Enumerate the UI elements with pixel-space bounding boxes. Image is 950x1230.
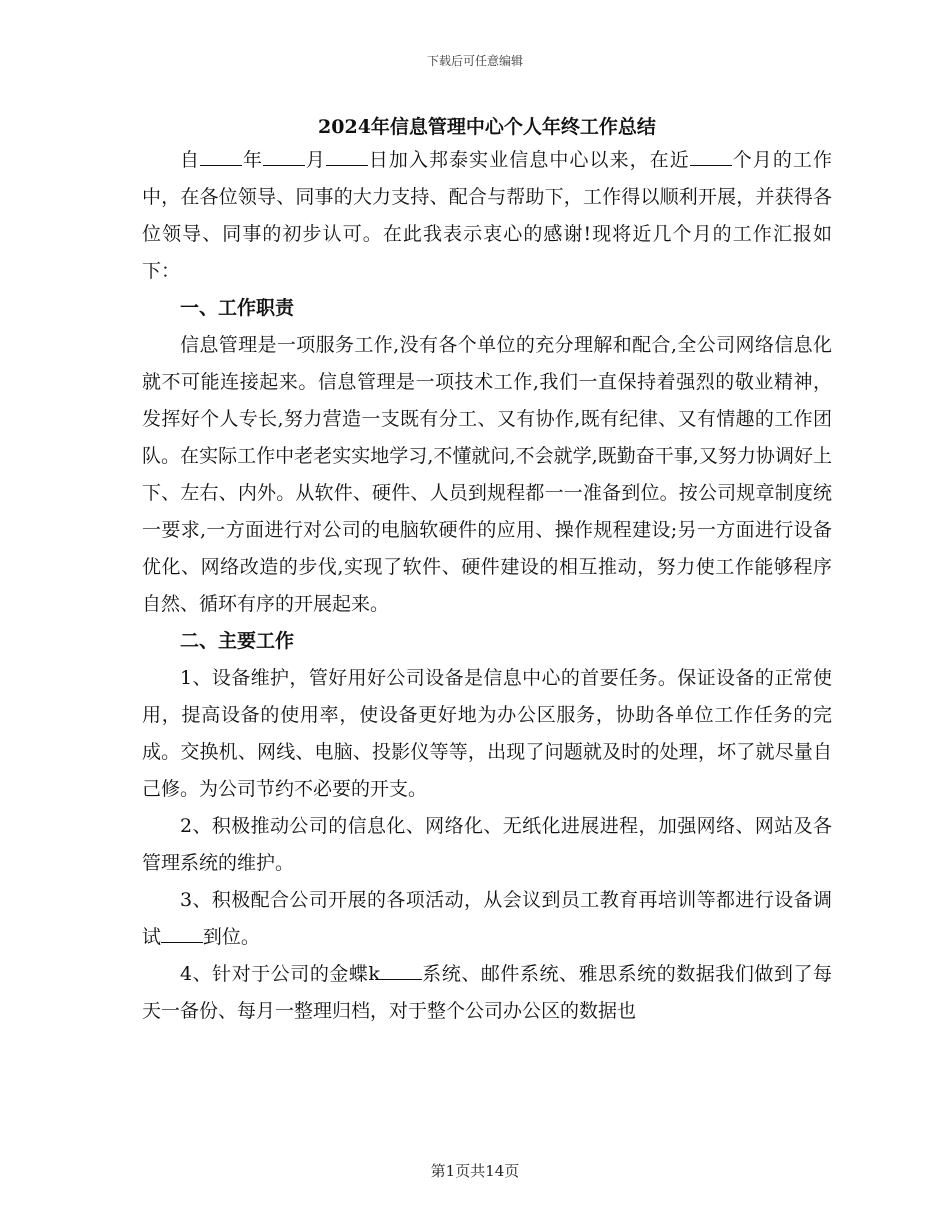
work-item-1: 1、设备维护，管好用好公司设备是信息中心的首要任务。保证设备的正常使用，提高设备的使用率，使设备更好地为办公区服务，协助各单位工作任务的完成。交换机、网线、电脑、投影仪等等，出现了问题就及时的处理，坏了就尽量自己修。为公司节约不必要的开支。 <box>142 667 832 800</box>
work-item-4-text-b: 系统、邮件系统、雅思系统的数据我们做到了每天一备份、每月一整理归档，对于整个公司办公区的数据也 <box>142 963 832 1022</box>
work-item-4-text-a: 4、针对于公司的金蝶k <box>180 963 380 985</box>
intro-text-5: 个月的工作中，在各位领导、同事的大力支持、配合与帮助下，工作得以顺利开展，并获得各位领导、同事的初步认可。在此我表示衷心的感谢!现将近几个月的工作汇报如下： <box>142 149 832 282</box>
intro-text-3: 月 <box>304 149 326 171</box>
work-item-3-text-a: 3、积极配合公司开展的各项活动，从会议到员工教育再培训等都进行设备调试 <box>142 889 832 948</box>
blank-line <box>690 148 732 166</box>
intro-paragraph <box>142 142 832 290</box>
blank-line <box>200 148 242 166</box>
section-heading-duties: 一、工作职责 <box>180 297 295 319</box>
document-body <box>142 114 832 1030</box>
header-note: 下载后可任意编辑 <box>426 54 523 68</box>
intro-text-1: 自 <box>180 149 201 171</box>
blank-line <box>263 148 305 166</box>
section-heading-main-work: 二、主要工作 <box>180 630 295 652</box>
intro-text-2: 年 <box>241 149 264 171</box>
work-item-3 <box>142 882 832 956</box>
intro-text-4: 日加入邦泰实业信息中心以来，在近 <box>367 149 690 171</box>
work-item-4 <box>142 956 832 1030</box>
document-title: 2024年信息管理中心个人年终工作总结 <box>318 116 656 138</box>
duties-paragraph: 信息管理是一项服务工作,没有各个单位的充分理解和配合,全公司网络信息化就不可能连接起来。信息管理是一项技术工作,我们一直保持着强烈的敬业精神，发挥好个人专长,努力营造一支既有分工、又有协作,既有纪律、又有情趣的工作团队。在实际工作中老老实实地学习,不懂就问,不会就学,既勤奋干事,又努力协调好上下、左右、内外。从软件、硬件、人员到规程都一一准备到位。按公司规章制度统一要求,一方面进行对公司的电脑软硬件的应用、操作规程建设;另一方面进行设备优化、网络改造的步伐,实现了软件、硬件建设的相互推动，努力使工作能够程序自然、循环有序的开展起来。 <box>142 334 832 615</box>
work-item-2: 2、积极推动公司的信息化、网络化、无纸化进展进程，加强网络、网站及各管理系统的维护。 <box>142 815 832 874</box>
blank-line <box>380 962 422 980</box>
blank-line <box>326 148 368 166</box>
blank-line <box>161 925 203 943</box>
page-footer: 第1页共14页 <box>430 1162 520 1180</box>
work-item-3-text-b: 到位。 <box>202 926 260 948</box>
